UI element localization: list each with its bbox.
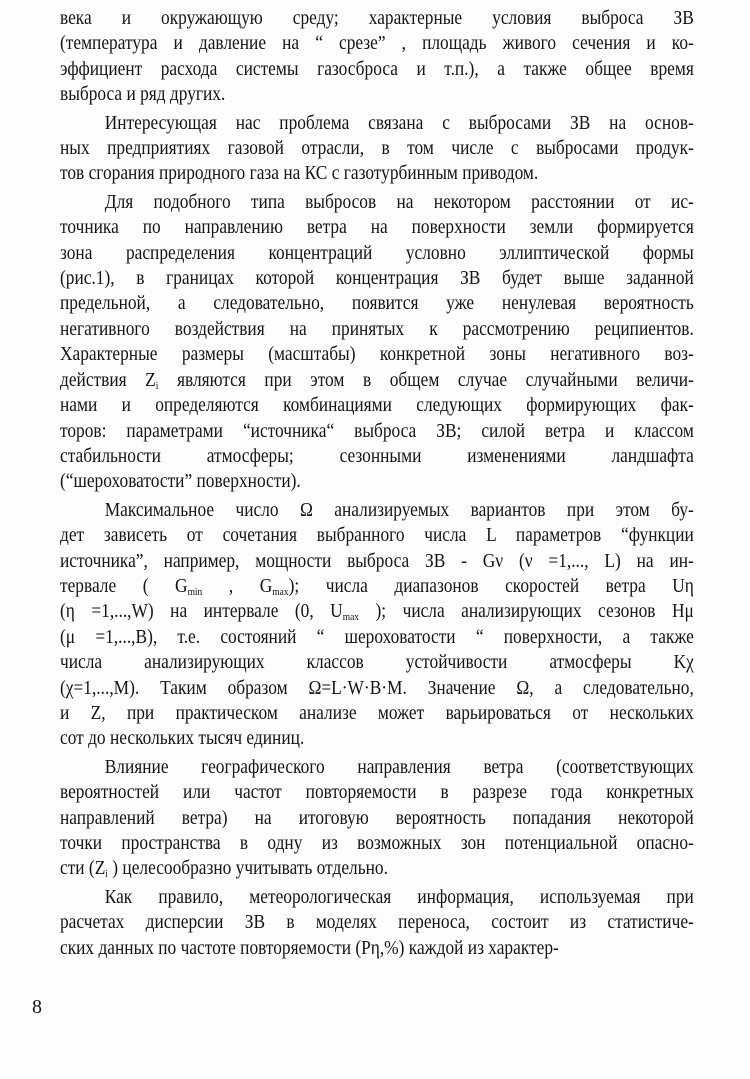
text-line: Как правило, метеорологическая информация, используемая при: [104, 885, 694, 908]
paragraph: [60, 6, 694, 108]
text-line: (χ=1,...,M). Таким образом Ω=L·W·B·M. Значение Ω, а следовательно,: [60, 676, 694, 699]
text-line: ных предприятиях газовой отрасли, в том числе с выбросами продук-: [60, 137, 694, 160]
text-line: вероятностей или частот повторяемости в разрезе года конкретных: [60, 781, 694, 804]
document-page: [60, 6, 694, 964]
text-line: числа анализирующих классов устойчивости атмосферы Kχ: [60, 651, 694, 674]
text-line: ских данных по частоте повторяемости (Pη,%) каждой из характер-: [60, 936, 559, 959]
text-line: (η =1,...,W) на интервале (0, $U_{max}$ ); числа анализирующих сезонов Hμ: [60, 600, 694, 624]
text-line: (“шероховатости” поверхности).: [60, 470, 301, 493]
paragraph: [60, 190, 694, 495]
text-line: (μ =1,...,B), т.е. состояний “ шероховатости “ поверхности, а также: [60, 625, 694, 648]
paragraph: [60, 885, 694, 961]
text-line: стабильности атмосферы; сезонными изменениями ландшафта: [60, 444, 694, 467]
text-line: дет зависеть от сочетания выбранного числа L параметров “функции: [60, 524, 694, 547]
text-line: выброса и ряд других.: [60, 83, 226, 106]
text-line: сти ($Z_i$ ) целесообразно учитывать отдельно.: [60, 857, 388, 881]
text-line: точки пространства в одну из возможных зон потенциальной опасно-: [60, 832, 694, 854]
text-line: точника по направлению ветра на поверхности земли формируется: [60, 216, 694, 239]
text-line: века и окружающую среду; характерные условия выброса ЗВ: [60, 7, 694, 29]
text-line: Для подобного типа выбросов на некотором расстоянии от ис-: [104, 190, 694, 213]
text-line: Максимальное число Ω анализируемых вариантов при этом бу-: [104, 498, 694, 521]
text-line: сот до нескольких тысяч единиц.: [60, 727, 305, 750]
text-line: торов: параметрами “источника“ выброса ЗВ; силой ветра и классом: [60, 419, 694, 442]
page-number: 8: [32, 996, 42, 1018]
paragraph: [60, 755, 694, 882]
text-line: Характерные размеры (масштабы) конкретной зоны негативного воз-: [60, 343, 694, 366]
text-line: негативного воздействия на принятых к рассмотрению реципиентов.: [60, 317, 694, 340]
text-line: направлений ветра) на итоговую вероятность попадания некоторой: [60, 806, 694, 829]
text-line: Интересующая нас проблема связана с выбросами ЗВ на основ-: [104, 111, 694, 134]
text-line: (температура и давление на “ срезе” , площадь живого сечения и ко-: [60, 32, 694, 55]
text-line: эффициент расхода системы газосброса и т.п.), а также общее время: [60, 57, 694, 80]
text-line: зона распределения концентраций условно эллиптической формы: [60, 241, 694, 264]
text-line: Влияние географического направления ветра (соответствующих: [104, 755, 694, 778]
text-line: источника”, например, мощности выброса ЗВ - Gν (ν =1,..., L) на ин-: [60, 549, 694, 572]
body-text: [60, 6, 694, 964]
paragraph: [60, 111, 694, 187]
text-line: тов сгорания природного газа на КС с газотурбинным приводом.: [60, 162, 539, 185]
text-line: действия $Z_i$ являются при этом в общем случае случайными величи-: [60, 368, 694, 392]
text-line: и Z, при практическом анализе может варьироваться от нескольких: [60, 701, 694, 724]
text-line: нами и определяются комбинациями следующих формирующих фак-: [60, 394, 694, 417]
text-line: расчетах дисперсии ЗВ в моделях переноса, состоит из статистиче-: [60, 911, 694, 934]
paragraph: [60, 498, 694, 752]
text-line: тервале ( $G_{min}$ , $G_{max}$); числа диапазонов скоростей ветра Uη: [60, 574, 694, 598]
text-line: предельной, а следовательно, появится уже ненулевая вероятность: [60, 292, 694, 315]
text-line: (рис.1), в границах которой концентрация ЗВ будет выше заданной: [60, 267, 694, 290]
